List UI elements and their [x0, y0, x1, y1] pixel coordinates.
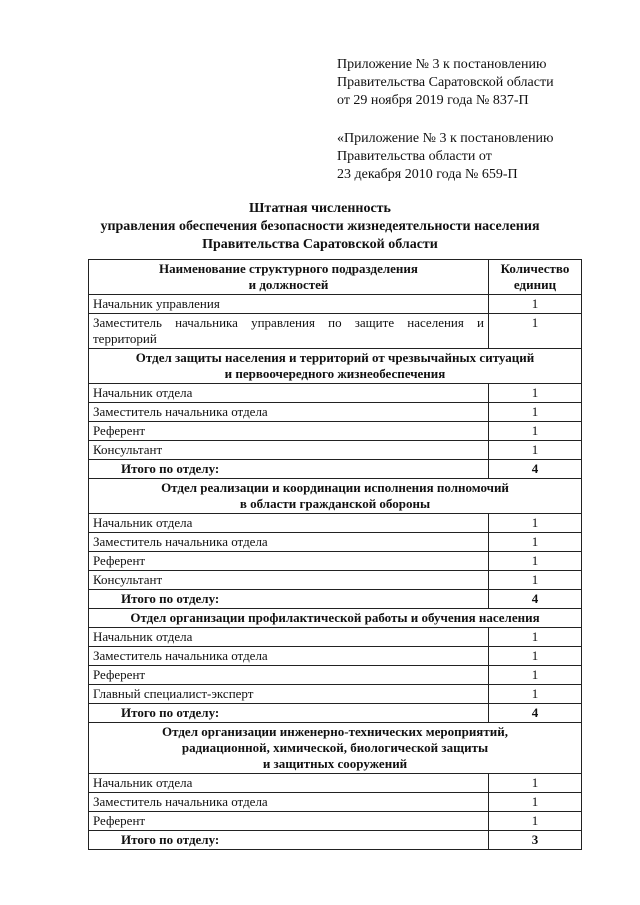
table-row	[89, 533, 582, 552]
total-label: Итого по отделу:	[89, 831, 489, 850]
position-count: 1	[489, 685, 582, 704]
total-value: 4	[489, 460, 582, 479]
section-total-row	[89, 704, 582, 723]
section-title	[89, 723, 582, 774]
section-title	[89, 609, 582, 628]
section-title-row	[89, 723, 582, 774]
table-header-row	[89, 260, 582, 295]
title-line: Штатная численность	[249, 201, 391, 216]
position-name: Начальник отдела	[89, 628, 489, 647]
table-row	[89, 628, 582, 647]
table-row	[89, 514, 582, 533]
header-text: Наименование структурного подразделения	[159, 261, 418, 276]
header-text: Количество	[500, 261, 570, 276]
table-row	[89, 314, 582, 349]
position-count: 1	[489, 422, 582, 441]
table-row	[89, 403, 582, 422]
position-count: 1	[489, 403, 582, 422]
header-line: Приложение № 3 к постановлению	[337, 57, 547, 72]
title-line: Правительства Саратовской области	[202, 237, 438, 252]
total-label: Итого по отделу:	[89, 460, 489, 479]
table-row	[89, 441, 582, 460]
position-count: 1	[489, 441, 582, 460]
position-name: Консультант	[89, 571, 489, 590]
column-header-name	[89, 260, 489, 295]
section-title-line: Отдел реализации и координации исполнения полномочий	[161, 480, 509, 495]
title-line: управления обеспечения безопасности жизнедеятельности населения	[100, 219, 540, 234]
position-count: 1	[489, 793, 582, 812]
header-line: от 29 ноября 2019 года № 837-П	[337, 93, 529, 108]
section-title-line: Отдел организации инженерно-технических мероприятий,	[162, 724, 508, 739]
section-title-line: в области гражданской обороны	[239, 496, 431, 511]
section-title	[89, 479, 582, 514]
total-value: 4	[489, 704, 582, 723]
position-count: 1	[489, 384, 582, 403]
position-count: 1	[489, 666, 582, 685]
position-count: 1	[489, 533, 582, 552]
table-row	[89, 552, 582, 571]
position-name: Заместитель начальника отдела	[89, 403, 489, 422]
table-row	[89, 422, 582, 441]
staff-table	[88, 259, 582, 850]
column-header-count	[489, 260, 582, 295]
header-line: «Приложение № 3 к постановлению	[337, 131, 554, 146]
position-name: Заместитель начальника отдела	[89, 647, 489, 666]
position-count: 1	[489, 314, 582, 349]
position-name: Начальник отдела	[89, 514, 489, 533]
table-row	[89, 812, 582, 831]
table-row	[89, 793, 582, 812]
total-value: 3	[489, 831, 582, 850]
section-title-line: Отдел организации профилактической работы и обучения населения	[130, 610, 540, 625]
section-title-row	[89, 349, 582, 384]
table-row	[89, 647, 582, 666]
position-count: 1	[489, 552, 582, 571]
position-count: 1	[489, 647, 582, 666]
table-row	[89, 666, 582, 685]
section-title-row	[89, 479, 582, 514]
position-count: 1	[489, 812, 582, 831]
position-count: 1	[489, 774, 582, 793]
position-name: Референт	[89, 666, 489, 685]
position-name: Референт	[89, 552, 489, 571]
table-row	[89, 685, 582, 704]
header-text: единиц	[513, 277, 557, 292]
section-total-row	[89, 831, 582, 850]
section-title	[89, 349, 582, 384]
position-name: Начальник управления	[89, 295, 489, 314]
table-row	[89, 571, 582, 590]
section-title-line: Отдел защиты населения и территорий от чрезвычайных ситуаций	[135, 350, 535, 365]
position-name: Главный специалист-эксперт	[89, 685, 489, 704]
position-name: Референт	[89, 812, 489, 831]
position-name: Начальник отдела	[89, 774, 489, 793]
position-name: Заместитель начальника управления по защите населения и территорий	[89, 314, 489, 349]
total-label: Итого по отделу:	[89, 704, 489, 723]
header-line: 23 декабря 2010 года № 659-П	[337, 167, 518, 182]
document-title	[60, 200, 580, 254]
position-name: Консультант	[89, 441, 489, 460]
position-name: Референт	[89, 422, 489, 441]
position-count: 1	[489, 295, 582, 314]
position-name: Начальник отдела	[89, 384, 489, 403]
position-count: 1	[489, 571, 582, 590]
section-title-row	[89, 609, 582, 628]
position-name: Заместитель начальника отдела	[89, 533, 489, 552]
header-line: Правительства Саратовской области	[337, 75, 554, 90]
total-label: Итого по отделу:	[89, 590, 489, 609]
table-row	[89, 295, 582, 314]
position-count: 1	[489, 514, 582, 533]
section-total-row	[89, 590, 582, 609]
position-count: 1	[489, 628, 582, 647]
total-value: 4	[489, 590, 582, 609]
section-title-line: радиационной, химической, биологической защиты	[181, 740, 489, 755]
section-total-row	[89, 460, 582, 479]
header-text: и должностей	[248, 277, 329, 292]
section-title-line: и первоочередного жизнеобеспечения	[224, 366, 446, 381]
appendix-header	[337, 56, 554, 184]
position-name: Заместитель начальника отдела	[89, 793, 489, 812]
header-line: Правительства области от	[337, 149, 492, 164]
table-row	[89, 384, 582, 403]
table-row	[89, 774, 582, 793]
section-title-line: и защитных сооружений	[262, 756, 408, 771]
